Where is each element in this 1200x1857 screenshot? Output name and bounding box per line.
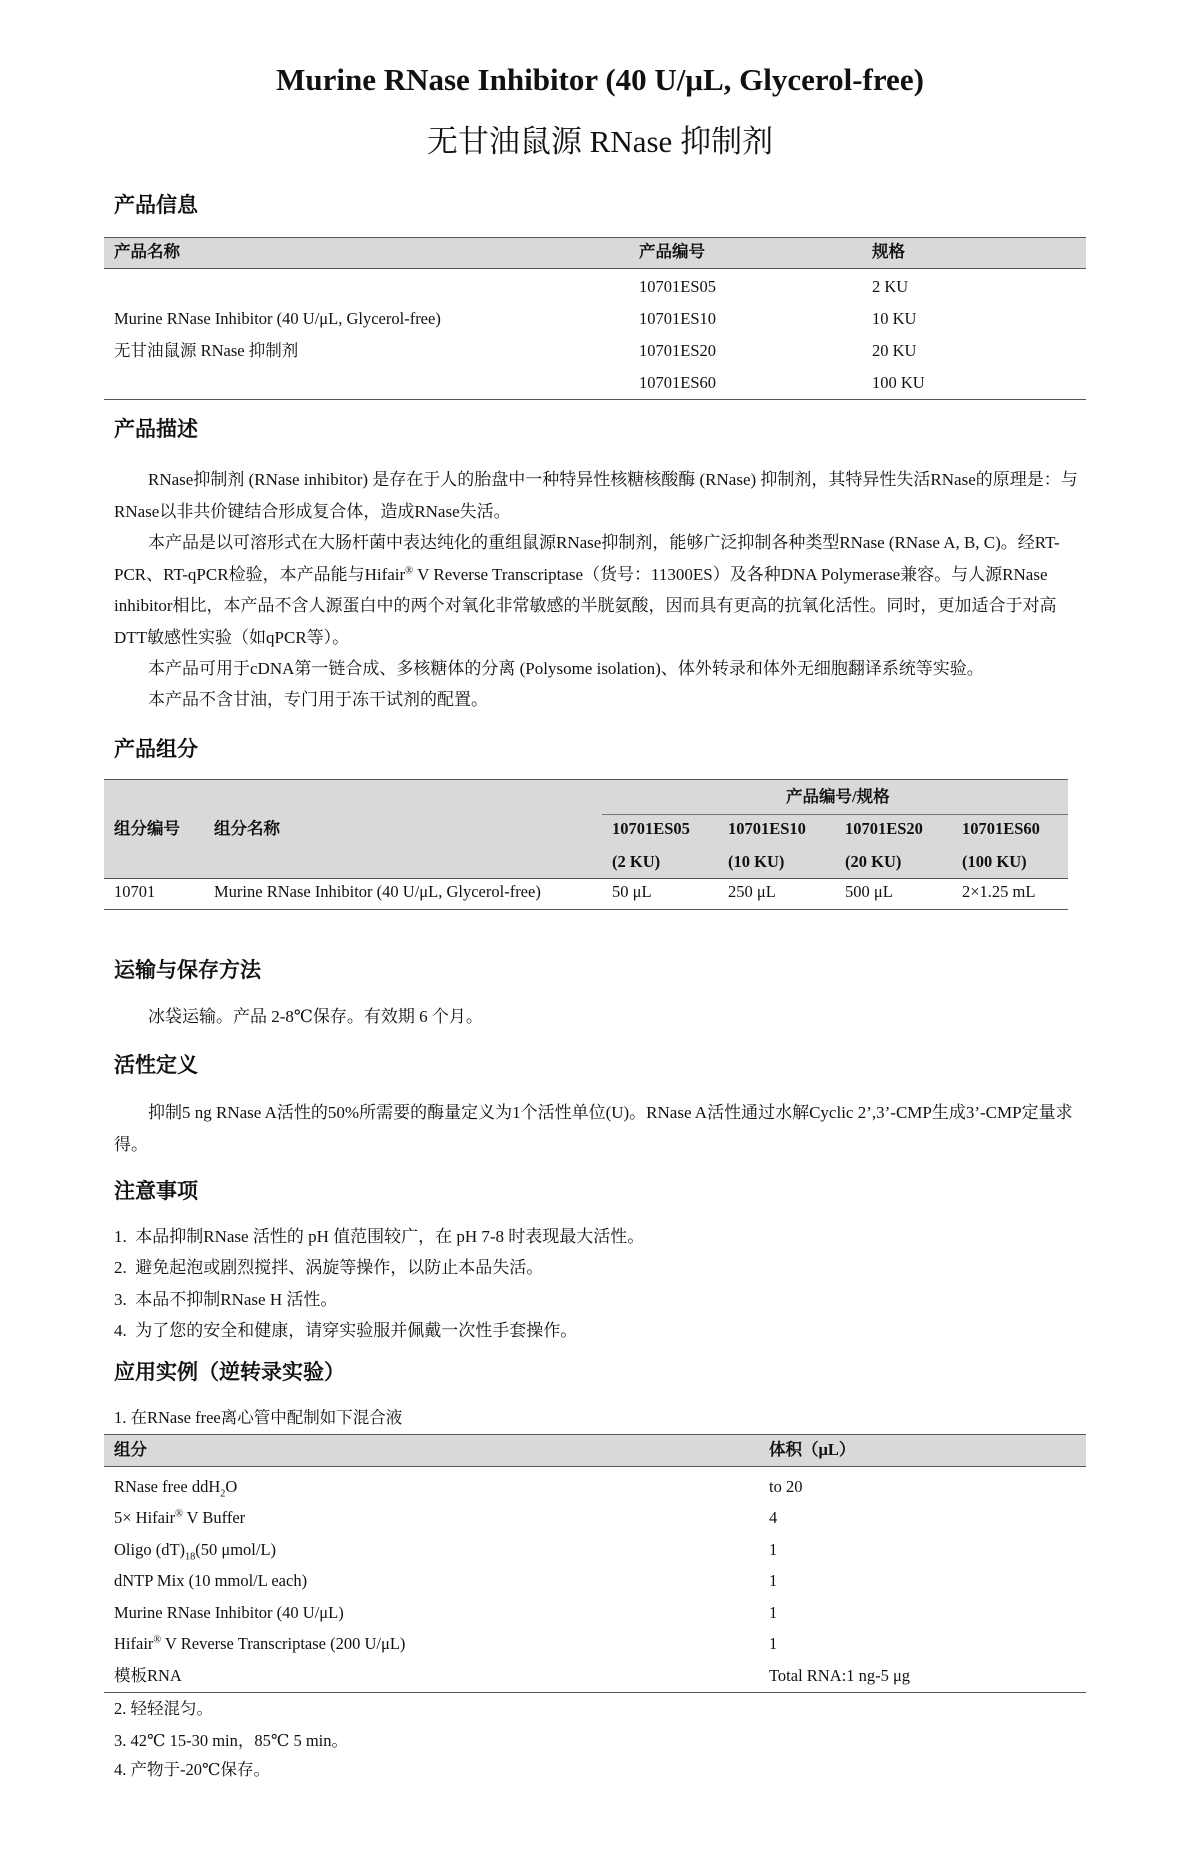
product-spec: 20 KU bbox=[872, 341, 917, 360]
mix-component: Oligo $(dT)_{18}(50$ μmol/L) bbox=[114, 1540, 277, 1563]
description-paragraph: RNase抑制剂 (RNase inhibitor) 是存在于人的胎盘中一种特异性核糖核酸酶 (RNase) 抑制剂，其特异性失活RNase的原理是：与RNase以非共价键结合形成复合体，造成RNase失活。 bbox=[114, 470, 1078, 521]
table-bottom-rule bbox=[104, 909, 1068, 910]
components-table-header bbox=[104, 779, 1068, 879]
table-bottom-rule bbox=[104, 399, 1086, 400]
section-heading-description: 产品描述 bbox=[114, 417, 198, 441]
header-product-code: 产品编号 bbox=[639, 242, 705, 261]
product-code: 10701ES05 bbox=[639, 277, 717, 296]
header-component: 组分 bbox=[114, 1440, 147, 1459]
step-text: 3. 42℃ 15-30 min，85℃ 5 min。 bbox=[114, 1731, 348, 1750]
component-volume: 500 μL bbox=[845, 882, 893, 901]
header-group-divider bbox=[602, 814, 1068, 815]
section-heading-product-info: 产品信息 bbox=[114, 193, 198, 217]
description-paragraph: 本产品可用于cDNA第一链合成、多核糖体的分离 (Polysome isolation)、体外转录和体外无细胞翻译系统等实验。 bbox=[148, 659, 984, 678]
header-sku-code: 10701ES05 bbox=[612, 819, 690, 838]
description-paragraph: 本产品是以可溶形式在大肠杆菌中表达纯化的重组鼠源RNase抑制剂，能够广泛抑制各种类型RNase (RNase A, B, C)。经RT-PCR、RT-qPCR检验，本产品能与Hifair® V Reverse Transcriptase（货号：11300ES）及各种DNA Polymerase兼容。与人源RNase inhibitor相比，本产品不含人源蛋白中的两个对氧化非常敏感的半胱氨酸，因而具有更高的抗氧化活性。同时，更加适合于对高DTT敏感性实验（如qPCR等）。 bbox=[114, 533, 1060, 647]
step-text: 4. 产物于-20℃保存。 bbox=[114, 1760, 270, 1779]
mix-volume: 1 bbox=[769, 1603, 778, 1622]
mix-component: RNase free ddH$_2$O bbox=[114, 1477, 238, 1500]
component-volume: 2×1.25 mL bbox=[962, 882, 1036, 901]
mix-volume: 1 bbox=[769, 1571, 778, 1590]
mix-component: Murine RNase Inhibitor (40 U/μL) bbox=[114, 1603, 344, 1622]
header-component-code: 组分编号 bbox=[114, 819, 180, 838]
mix-component: 模板RNA bbox=[114, 1666, 182, 1685]
header-spec: 规格 bbox=[872, 242, 905, 261]
product-code: 10701ES10 bbox=[639, 309, 717, 328]
product-code: 10701ES20 bbox=[639, 341, 717, 360]
activity-text: 抑制5 ng RNase A活性的50%所需要的酶量定义为1个活性单位(U)。RNase A活性通过水解Cyclic 2’,3’-CMP生成3’-CMP定量求得。 bbox=[114, 1103, 1073, 1154]
mix-volume: 1 bbox=[769, 1540, 778, 1559]
storage-text: 冰袋运输。产品 2-8℃保存。有效期 6 个月。 bbox=[148, 1007, 483, 1026]
mix-volume: 4 bbox=[769, 1508, 778, 1527]
section-heading-storage: 运输与保存方法 bbox=[114, 958, 261, 982]
product-name-cn: 无甘油鼠源 RNase 抑制剂 bbox=[114, 341, 299, 360]
product-name-en: Murine RNase Inhibitor (40 U/μL, Glycerol-free) bbox=[114, 309, 441, 328]
note-item: 2. 避免起泡或剧烈搅拌、涡旋等操作，以防止本品失活。 bbox=[114, 1258, 544, 1277]
step-text: 1. 在RNase free离心管中配制如下混合液 bbox=[114, 1408, 403, 1427]
title-chinese: 无甘油鼠源 RNase 抑制剂 bbox=[426, 124, 774, 159]
note-item: 1. 本品抑制RNase 活性的 pH 值范围较广，在 pH 7-8 时表现最大活性。 bbox=[114, 1227, 645, 1246]
header-sku-code: 10701ES10 bbox=[728, 819, 806, 838]
product-info-table-header bbox=[104, 237, 1086, 269]
component-volume: 50 μL bbox=[612, 882, 652, 901]
mix-component: 5× Hifair® V Buffer bbox=[114, 1508, 246, 1527]
header-sku-size: (2 KU) bbox=[612, 852, 661, 871]
mix-volume: 1 bbox=[769, 1634, 778, 1653]
header-product-name: 产品名称 bbox=[114, 242, 180, 261]
product-code: 10701ES60 bbox=[639, 373, 717, 392]
section-heading-components: 产品组分 bbox=[114, 737, 198, 761]
product-spec: 10 KU bbox=[872, 309, 917, 328]
product-spec: 2 KU bbox=[872, 277, 909, 296]
header-sku-size: (20 KU) bbox=[845, 852, 902, 871]
product-spec: 100 KU bbox=[872, 373, 925, 392]
section-heading-activity: 活性定义 bbox=[114, 1053, 198, 1077]
header-component-name: 组分名称 bbox=[214, 819, 280, 838]
component-code: 10701 bbox=[114, 882, 156, 901]
header-sku-code: 10701ES60 bbox=[962, 819, 1040, 838]
table-bottom-rule bbox=[104, 1692, 1086, 1693]
mix-component: dNTP Mix (10 mmol/L each) bbox=[114, 1571, 308, 1590]
note-item: 4. 为了您的安全和健康，请穿实验服并佩戴一次性手套操作。 bbox=[114, 1321, 578, 1340]
header-sku-size: (100 KU) bbox=[962, 852, 1027, 871]
note-item: 3. 本品不抑制RNase H 活性。 bbox=[114, 1290, 338, 1309]
component-volume: 250 μL bbox=[728, 882, 776, 901]
step-text: 2. 轻轻混匀。 bbox=[114, 1699, 213, 1718]
mix-volume: to 20 bbox=[769, 1477, 803, 1496]
section-heading-application: 应用实例（逆转录实验） bbox=[114, 1360, 345, 1384]
title-english: Murine RNase Inhibitor (40 U/μL, Glycerol-free) bbox=[276, 62, 924, 97]
header-volume: 体积（μL） bbox=[769, 1440, 856, 1459]
header-sku-code: 10701ES20 bbox=[845, 819, 923, 838]
header-sku-size: (10 KU) bbox=[728, 852, 785, 871]
mix-table-header bbox=[104, 1434, 1086, 1467]
mix-volume: Total RNA:1 ng-5 μg bbox=[769, 1666, 911, 1685]
header-code-spec-group: 产品编号/规格 bbox=[786, 787, 890, 806]
mix-component: Hifair® V Reverse Transcriptase (200 U/μL) bbox=[114, 1634, 406, 1653]
component-name: Murine RNase Inhibitor (40 U/μL, Glycerol-free) bbox=[214, 882, 541, 901]
description-paragraph: 本产品不含甘油，专门用于冻干试剂的配置。 bbox=[148, 690, 488, 709]
section-heading-notes: 注意事项 bbox=[114, 1179, 198, 1203]
